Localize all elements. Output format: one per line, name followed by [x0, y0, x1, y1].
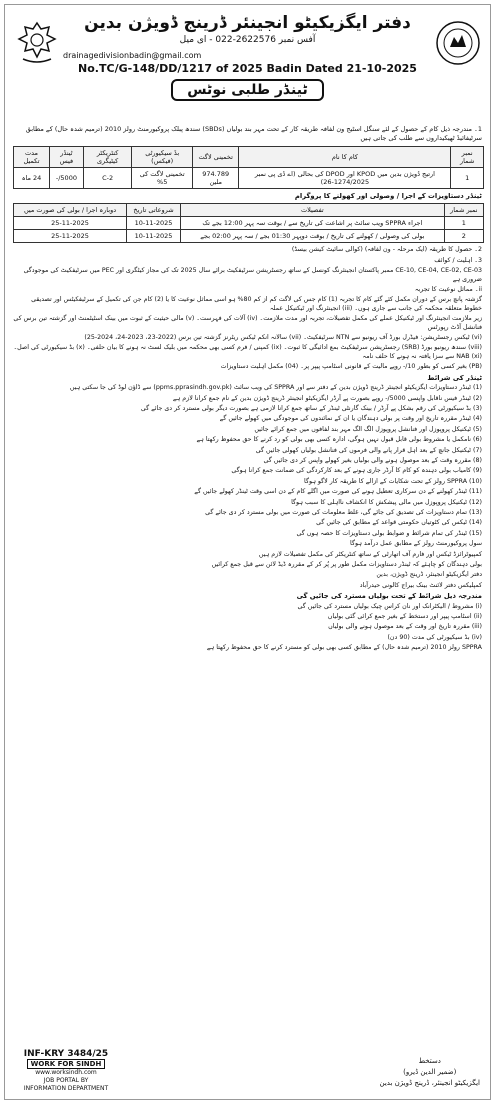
table-cell: 2 — [444, 230, 483, 243]
condition-item: (8) مقررہ وقت کے بعد موصول ہونے والی بولیاں بغیر کھولے واپس کر دی جائیں گی — [263, 456, 482, 464]
condition-item: (6) نامکمل یا مشروط بولی قابل قبول نہیں ہوگی، ادارہ کسی بھی بولی کو رد کرنے کا حق محفوظ رکھتا ہے — [196, 436, 482, 444]
table-cell: C-2 — [83, 168, 132, 189]
tender-notice-page — [4, 4, 491, 1100]
note-line: سول پروکیورمنٹ رولز کے مطابق عمل درآمد ہوگا — [350, 540, 482, 548]
condition-item: (11) ٹینڈر کھولنے کے دن سرکاری تعطیل ہونے کی صورت میں اگلے کام کے دن اسی وقت ٹینڈر کھولے جائیں گے — [194, 488, 482, 496]
schedule-heading: ٹینڈر دستاویزات کے اجرا / وصولی اور کھولنے کا پروگرام — [294, 192, 482, 200]
condition-item: (3) بڈ سیکیورٹی کی رقم بشکل پے آرڈر / بینک گارنٹی ٹینڈر کے ساتھ جمع کرانا لازمی ہے بصورت دیگر بولی مسترد کر دی جائے گی — [140, 404, 482, 412]
notice-banner: ٹینڈر طلبی نوٹس — [171, 79, 323, 101]
eligibility-paragraph: CE-10, CE-04, CE-02, CE-03 ممبر پاکستان انجینئرنگ کونسل کے ساتھ رجسٹریشن سرٹیفکیٹ برائے سال 2025 تک کی مجاز کیٹگری اور PEC میں سرٹیفکیٹ کی موجودگی ضروری ہے — [23, 267, 482, 283]
condition-item: (5) ٹیکنیکل پروپوزل اور فنانشل پروپوزل الگ الگ مہر بند لفافوں میں جمع کرائے جائیں — [254, 425, 482, 433]
column-header: نمبر شمار — [444, 204, 483, 217]
condition-item: (2) ٹینڈر فیس ناقابل واپسی 5000/- روپے بصورت پے آرڈر ایگزیکیٹو انجینئر ڈرینج ڈویژن بدین کے نام جمع کرانا لازم ہے — [172, 394, 482, 402]
rejection-item: (ii) اسٹامپ پیپر اور دستخط کے بغیر جمع کرائی گئی بولیاں — [327, 613, 482, 621]
email-address: drainagedivisionbadin@gmail.com — [63, 51, 202, 60]
signature-label: دستخط — [418, 1057, 441, 1065]
column-header: کنٹریکٹر کیٹیگری — [83, 147, 132, 168]
eligibility-paragraph: (vi) ٹیکس رجسٹریشن: فیڈرل بورڈ آف ریونیو سے NTN سرٹیفکیٹ۔ (vii) سالانہ انکم ٹیکس ریٹرنز گزشتہ تین برس (2022-23، 2023-24، 2024-25) — [84, 334, 482, 342]
table-cell: بولی کی وصولی / کھولنے کی تاریخ / بوقت دوپہر 01:30 بجے / سہ پہر 02:00 بجے — [181, 230, 445, 243]
column-header: مدت تکمیل — [14, 147, 50, 168]
column-header: کام کا نام — [239, 147, 451, 168]
table-cell: 5000/- — [50, 168, 84, 189]
column-header: تفصیلات — [181, 204, 445, 217]
dept-label: INFORMATION DEPARTMENT — [23, 1085, 109, 1092]
notice-body — [5, 246, 490, 652]
closing-line: SPPRA رولز 2010 (ترمیم شدہ حال) کے مطابق کسی بھی بولی کو مسترد کرنے کا حق محفوظ رکھتا ہے — [206, 644, 482, 652]
signatory-designation: ایگزیکیٹو انجینئر، ڈرینج ڈویژن بدین — [379, 1079, 480, 1087]
column-header: تخمینی لاگت — [193, 147, 239, 168]
note-line: کمپیوٹرائزڈ ٹیکس اور فارم آف اتھارٹی کے ساتھ کنٹریکٹر کی مکمل تفصیلات لازم ہیں — [258, 550, 482, 558]
note-line: بولی دہندگان کو چاہئے کہ ٹینڈر دستاویزات مکمل طور پر پُر کر کے مقررہ ڈیڈ لائن سے قبل جمع کرائیں — [211, 561, 482, 568]
eligibility-paragraph: گزشتہ پانچ برس کے دوران مکمل کئے گئے کام کا تجربہ (1) کام جس کی لاگت کم از کم 80% ہو اسی مماثل نوعیت کا یا (2) کام جن کی تکمیل کے سرٹیفکیٹس اور تصدیقی خطوط متعلقہ محکمہ کی جانب سے جاری ہوں۔ (iii) انجینئرنگ اور ٹیکنیکل عملہ — [31, 296, 482, 312]
note-line: کمپلیکس دفتر لائنٹ بینک بیراج کالونی حیدرآباد — [359, 581, 482, 589]
conditions-heading: ٹینڈر کی شرائط — [427, 373, 482, 382]
table-cell: تخمینی لاگت کی 5% — [132, 168, 193, 189]
work-for-sindh-badge: WORK FOR SINDH — [27, 1059, 106, 1069]
note-line: دفتر ایگزیکیٹو انجینئر، ڈرینج ڈویژن، بدین — [376, 571, 482, 579]
eligibility-paragraph: (viii) سندھ ریونیو بورڈ (SRB) رجسٹریشن سرٹیفکیٹ بمع ادائیگی کا ثبوت۔ (ix) کمپنی / فرم کسی بھی محکمہ میں بلیک لسٹ نہ ہونے کا بیان حلفی۔ (x) بڈ سیکیورٹی کی اصل۔ (xi) NAB سے سزا یافتہ نہ ہونے کا حلف نامہ — [13, 344, 482, 360]
eligibility-paragraph: 3۔ اہلیت / کوائف — [434, 256, 482, 264]
signatory-name: (ضمیر الدین ڈیرو) — [403, 1068, 457, 1076]
works-table — [13, 146, 484, 189]
condition-item: (13) تمام دستاویزات کی تصدیق کی جائے گی، غلط معلومات کی صورت میں بولی مسترد کر دی جائے گی — [205, 508, 482, 516]
inf-code: INF-KRY 3484/25 — [23, 1049, 109, 1059]
header — [5, 13, 490, 121]
rejection-item: (i) مشروط / الیکٹرانک اور نان کراس چیک بولیاں مسترد کی جائیں گی — [297, 602, 482, 610]
table-cell: ارتیج ڈویژن بدین میں KPOD اور DPOD کی بحالی (اے ڈی پی نمبر 1274/2025-26) — [239, 168, 451, 189]
condition-item: (4) ٹینڈر مقررہ تاریخ اور وقت پر بولی دہندگان یا ان کے نمائندوں کی موجودگی میں کھولے جائیں گے — [219, 415, 482, 423]
rejection-heading: مندرجہ ذیل شرائط کے تحت بولیاں مسترد کی جائیں گی — [296, 592, 482, 601]
table-row — [14, 168, 484, 189]
table-cell: 10-11-2025 — [127, 230, 181, 243]
condition-item: (1) ٹینڈر دستاویزات ایگزیکیٹو انجینئر ڈرینج ڈویژن بدین کے دفتر سے اور SPPRA کی ویب سائٹ (ppms.pprasindh.gov.pk) سے ڈاؤن لوڈ کی جا سکتی ہیں — [69, 384, 482, 392]
signature-block — [380, 1056, 480, 1089]
table-cell: 10-11-2025 — [127, 217, 181, 230]
condition-item: (10) SPPRA رولز کے تحت شکایات کے ازالے کا طریقہ کار لاگو ہوگا — [304, 477, 482, 485]
rejection-item: (iv) بڈ سیکیورٹی کی مدت (90 دن) — [387, 633, 482, 641]
intro-paragraph: 1۔ مندرجہ ذیل کام کے حصول کے لئے سنگل اسٹیج ون لفافہ طریقہ کار کے تحت مہر بند بولیاں (SBDs) سندھ پبلک پروکیورمنٹ رولز 2010 (ترمیم شدہ حال) کے مطابق سرٹیفائیڈ ٹھیکیداروں سے طلب کی جاتی ہیں — [25, 125, 482, 142]
column-header: ٹینڈر فیس — [50, 147, 84, 168]
column-header: بڈ سیکیورٹی (فیکس) — [132, 147, 193, 168]
condition-item: (9) کامیاب بولی دہندہ کو کام کا آرڈر جاری ہونے کے بعد کارکردگی کی ضمانت جمع کرانا ہوگی — [231, 467, 482, 475]
portal-label: JOB PORTAL BY — [43, 1077, 89, 1084]
phone-line: آفس نمبر 2622576-022 - ای میل — [179, 35, 316, 45]
table-cell: 25-11-2025 — [14, 230, 127, 243]
column-header: دوبارہ اجرا / بولی کی صورت میں — [14, 204, 127, 217]
table-row — [14, 230, 484, 243]
eligibility-paragraph: 2۔ حصول کا طریقہ (ایک مرحلہ - ون لفافہ) (کوالی سائیٹ کیشن بیسڈ) — [291, 246, 482, 254]
office-title: دفتر ایگزیکیٹو انجینئر ڈرینج ڈویژن بدین — [84, 13, 411, 33]
table-cell: 1 — [451, 168, 484, 189]
eligibility-paragraph: ii۔ مماثل نوعیت کا تجربہ — [414, 286, 482, 294]
eligibility-paragraph: زیر ملازمت انجینئرنگ اور ٹیکنیکل عملے کی مکمل تفصیلات، تجربہ اور مدت ملازمت۔ (iv) آلات کی فہرست۔ (v) مالی حیثیت کے ثبوت میں بینک اسٹیٹمنٹ اور گزشتہ تین برس کی فنانشل آڈٹ رپورٹس — [13, 315, 482, 331]
table-row — [14, 217, 484, 230]
table-cell: 25-11-2025 — [14, 217, 127, 230]
table-cell: 24 ماہ — [14, 168, 50, 189]
info-dept-box — [21, 1050, 111, 1093]
eligibility-paragraph: (PB) بغیر کسی کو بطور 10/- روپے مالیت کے قانونی اسٹامپ پیپر پر۔ (04) مکمل اہلیت دستاویزات — [220, 363, 482, 371]
table-cell: 974.789 ملین — [193, 168, 239, 189]
footer — [5, 1037, 490, 1099]
table-cell: 1 — [444, 217, 483, 230]
column-header: شروعاتی تاریخ — [127, 204, 181, 217]
condition-item: (15) ٹینڈر کی تمام شرائط و ضوابط بولی دستاویزات کا حصہ ہوں گی — [296, 529, 482, 537]
condition-item: (7) ٹیکنیکل جانچ کے بعد اہل قرار پانے والی فرموں کی فنانشل بولیاں کھولی جائیں گی — [255, 446, 482, 454]
schedule-table — [13, 203, 484, 243]
column-header: نمبر شمار — [451, 147, 484, 168]
rejection-item: (iii) مقررہ تاریخ اور وقت کے بعد موصول ہونے والی بولیاں — [328, 623, 482, 631]
table-cell: اجراء SPPRA ویب سائٹ پر اشاعت کی تاریخ سے / بوقت سہ پہر 12:00 بجے تک — [181, 217, 445, 230]
sindh-govt-seal-icon — [434, 19, 482, 67]
reference-line: No.TC/G-148/DD/1217 of 2025 Badin Dated 21-10-2025 — [78, 62, 417, 75]
pakistan-emblem-icon — [13, 19, 61, 67]
condition-item: (14) ٹیکس کی کٹوتیاں حکومتی قواعد کے مطابق کی جائیں گی — [316, 519, 482, 527]
portal-url: www.worksindh.com — [35, 1069, 97, 1076]
condition-item: (12) ٹیکنیکل پروپوزل میں مالی پیشکش کا انکشاف نااہلی کا سبب ہوگا — [291, 498, 482, 506]
